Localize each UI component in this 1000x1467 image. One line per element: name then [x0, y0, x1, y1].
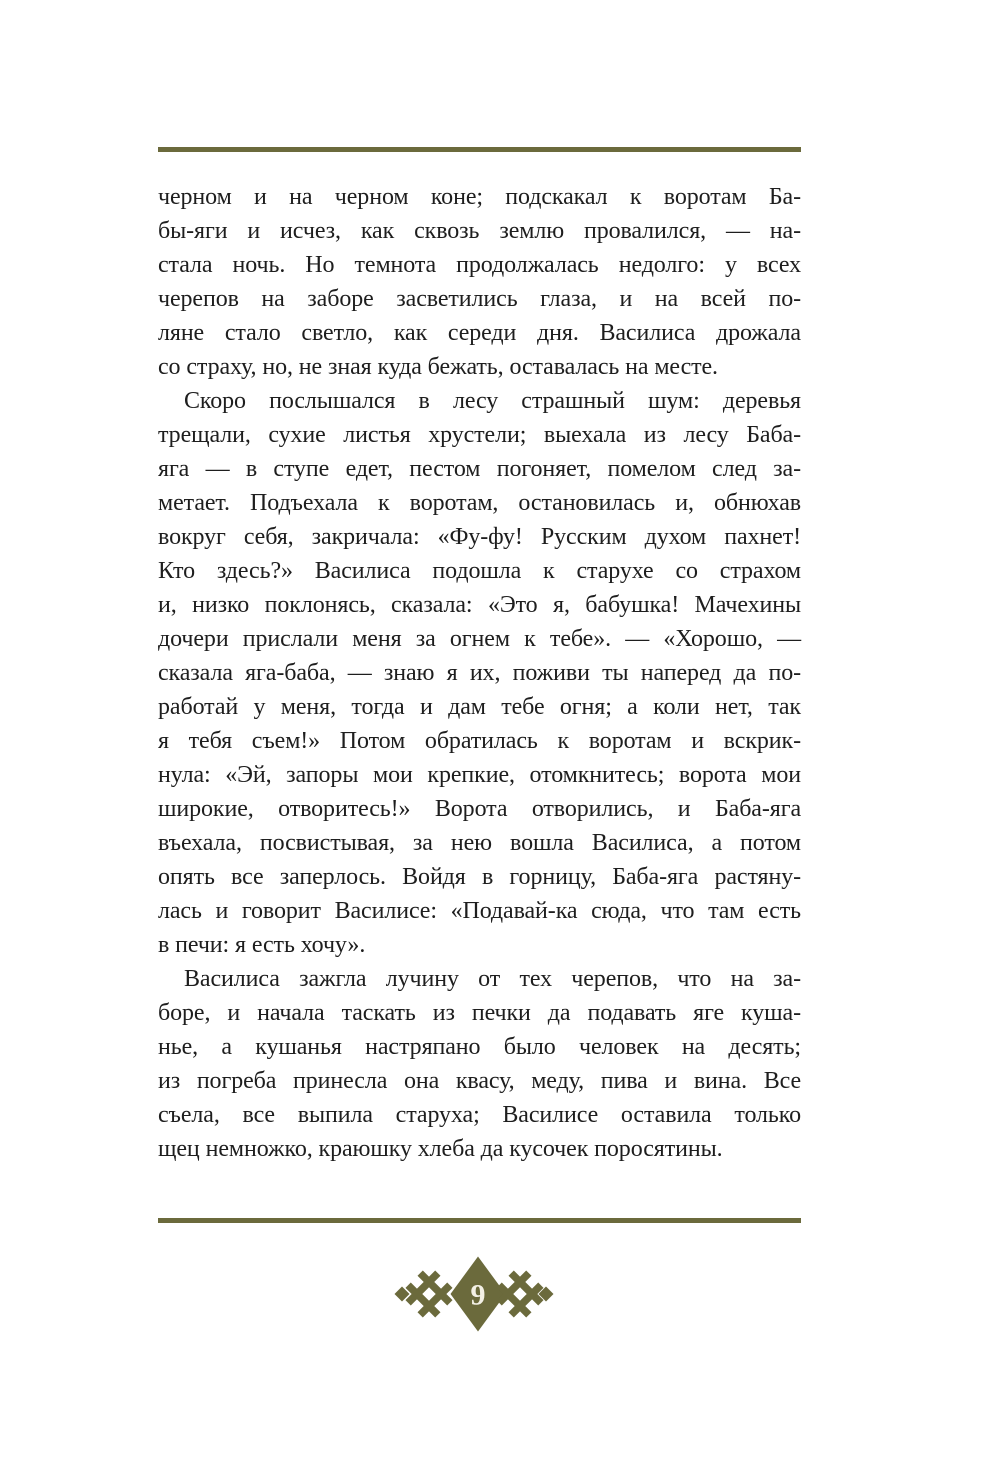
- text-line: бы-яги и исчез, как сквозь землю провалился, — на-: [158, 218, 801, 244]
- text-line: стала ночь. Но темнота продолжалась недолго: у всех: [158, 252, 801, 278]
- text-line: я тебя съем!» Потом обратилась к воротам и вскрик-: [158, 728, 801, 754]
- text-line: в печи: я есть хочу».: [158, 932, 366, 958]
- text-line: Василиса зажгла лучину от тех черепов, что на за-: [184, 966, 801, 992]
- text-line: и, низко поклонясь, сказала: «Это я, бабушка! Мачехины: [158, 592, 801, 618]
- paragraph: [158, 384, 801, 962]
- text-line: со страху, но, не зная куда бежать, оставалась на месте.: [158, 354, 718, 380]
- text-line: черном и на черном коне; подскакал к воротам Ба-: [158, 184, 801, 210]
- top-rule: [158, 147, 801, 152]
- text-line: съела, все выпила старуха; Василисе оставила только: [158, 1102, 801, 1128]
- text-block: [158, 180, 801, 1166]
- text-line: Кто здесь?» Василиса подошла к старухе со страхом: [158, 558, 801, 584]
- text-line: сказала яга-баба, — знаю я их, поживи ты наперед да по-: [158, 660, 801, 686]
- text-line: ляне стало светло, как середи дня. Василиса дрожала: [158, 320, 801, 346]
- text-line: яга — в ступе едет, пестом погоняет, помелом след за-: [158, 456, 801, 482]
- page-number: 9: [470, 1278, 486, 1312]
- text-line: вокруг себя, закричала: «Фу-фу! Русским духом пахнет!: [158, 524, 801, 550]
- text-line: боре, и начала таскать из печки да подавать яге куша-: [158, 1000, 801, 1026]
- text-line: широкие, отворитесь!» Ворота отворились, и Баба-яга: [158, 796, 801, 822]
- text-line: работай у меня, тогда и дам тебе огня; а коли нет, так: [158, 694, 801, 720]
- text-line: щец немножко, краюшку хлеба да кусочек поросятины.: [158, 1136, 723, 1162]
- paragraph: [158, 180, 801, 384]
- text-line: нула: «Эй, запоры мои крепкие, отомкнитесь; ворота мои: [158, 762, 801, 788]
- text-line: нье, а кушанья настряпано было человек на десять;: [158, 1034, 801, 1060]
- text-line: метает. Подъехала к воротам, остановилась и, обнюхав: [158, 490, 801, 516]
- text-line: трещали, сухие листья хрустели; выехала из лесу Баба-: [158, 422, 801, 448]
- text-line: из погреба принесла она квасу, меду, пива и вина. Все: [158, 1068, 801, 1094]
- text-line: черепов на заборе засветились глаза, и на всей по-: [158, 286, 801, 312]
- paragraph: [158, 962, 801, 1166]
- bottom-rule: [158, 1218, 801, 1223]
- text-line: Скоро послышался в лесу страшный шум: деревья: [184, 388, 801, 414]
- text-line: опять все заперлось. Войдя в горницу, Баба-яга растяну-: [158, 864, 801, 890]
- text-line: въехала, посвистывая, за нею вошла Василиса, а потом: [158, 830, 801, 856]
- text-line: лась и говорит Василисе: «Подавай-ка сюда, что там есть: [158, 898, 801, 924]
- text-line: дочери прислали меня за огнем к тебе». — «Хорошо, —: [158, 626, 801, 652]
- page-number-ornament: [394, 1254, 554, 1334]
